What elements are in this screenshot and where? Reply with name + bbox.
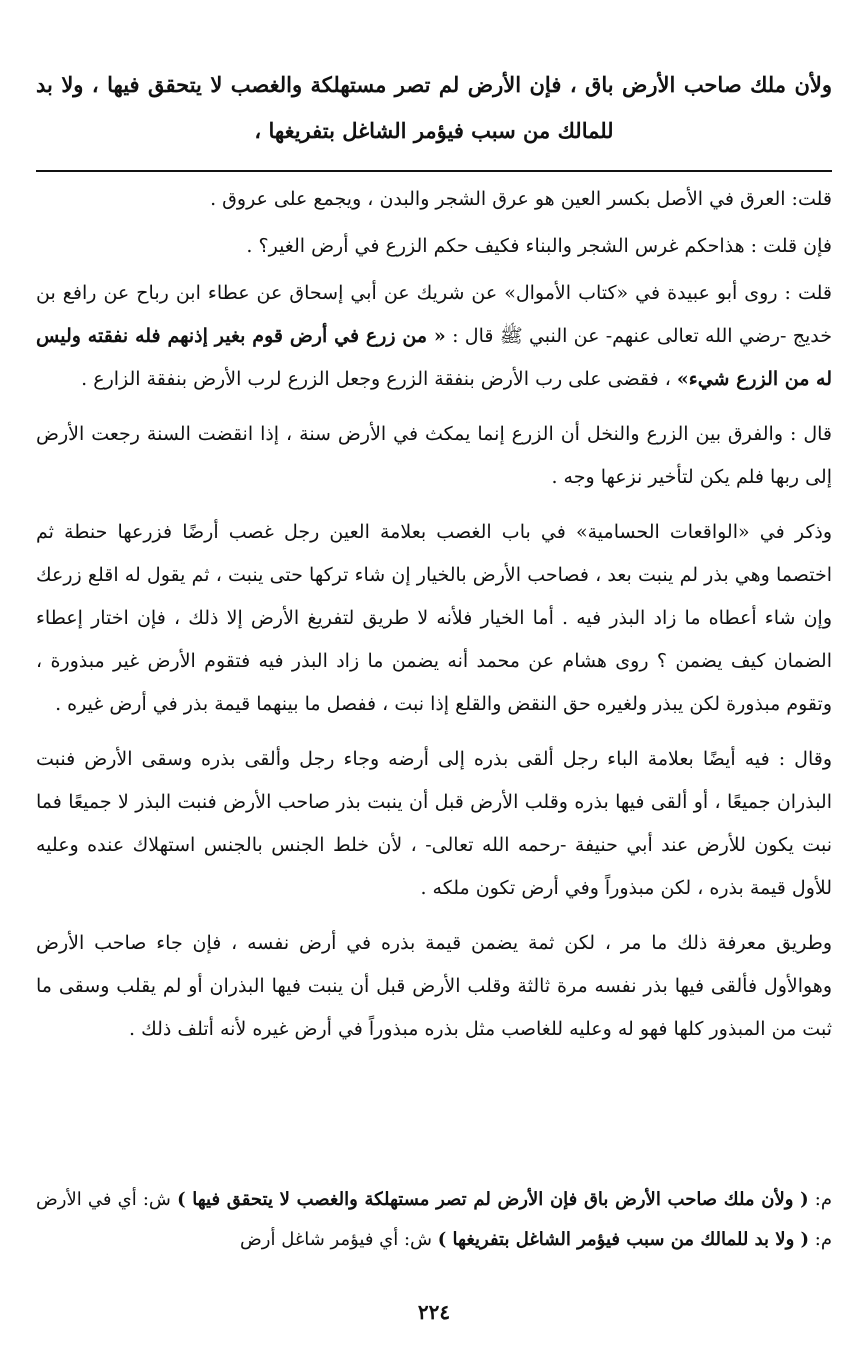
commentary-paragraph-3	[36, 272, 832, 401]
page-number: ٢٢٤	[417, 1300, 451, 1324]
commentary-paragraph-4: قال : والفرق بين الزرع والنخل أن الزرع إنما يمكث في الأرض سنة ، إذا انقضت السنة رجعت الأرض إلى ربها فلم يكن لتأخير نزعها وجه .	[36, 423, 832, 488]
matn-sharh-line	[36, 1180, 832, 1260]
matn-quote-1: ( ولأن ملك صاحب الأرض باق فإن الأرض لم تصر مستهلكة والغصب لا يتحقق فيها )	[177, 1189, 809, 1210]
paragraph-3-conclusion: ، فقضى على رب الأرض بنفقة الزرع وجعل الزرع لرب الأرض بنفقة الزارع .	[81, 368, 677, 390]
commentary-paragraph-1: قلت: العرق في الأصل بكسر العين هو عرق الشجر والبدن ، ويجمع على عروق .	[210, 188, 832, 210]
matn-marker-1: م:	[808, 1189, 832, 1210]
commentary-paragraph-7: وطريق معرفة ذلك ما مر ، لكن ثمة يضمن قيمة بذره في أرض نفسه ، فإن جاء صاحب الأرض وهوالأول فألقى فيها بذر نفسه مرة ثالثة وقلب الأرض قبل أن ينبت فيها البذران أو لم يقلب وسقى ما ثبت من المبذور كلها فهو له وعليه للغاصب مثل بذره مبذوراً في أرض غيره لأنه أتلف ذلك .	[36, 932, 832, 1040]
separator-rule	[36, 170, 832, 172]
sharh-text-2: ش: أي فيؤمر شاغل أرض	[240, 1229, 438, 1250]
sharh-text-1: ش: أي في الأرض م:	[36, 1189, 832, 1250]
commentary-paragraph-5: وذكر في «الواقعات الحسامية» في باب الغصب بعلامة العين رجل غصب أرضًا فزرعها حنطة ثم اختصما وهي بذر لم ينبت بعد ، فصاحب الأرض بالخيار إن شاء تركها حتى ينبت ، ثم يقول له اقلع زرعك وإن شاء أعطاه ما زاد البذر فيه . أما الخيار فلأنه لا طريق لتفريغ الأرض إلا ذلك ، فإن اختار إعطاء الضمان كيف يضمن ؟ روى هشام عن محمد أنه يضمن ما زاد البذر فيه فتقوم الأرض غير مبذورة ، وتقوم مبذورة لكن يبذر ولغيره حق النقض والقلع إذا نبت ، ففصل ما بينهما قيمة بذر في أرض غيره .	[36, 521, 832, 715]
matn-quote-2: ( ولا بد للمالك من سبب فيؤمر الشاغل بتفريغها )	[437, 1229, 810, 1250]
matn-text: ولأن ملك صاحب الأرض باق ، فإن الأرض لم تصر مستهلكة والغصب لا يتحقق فيها ، ولا بد للمالك من سبب فيؤمر الشاغل بتفريغها ،	[36, 72, 832, 143]
matn-sharh-block	[36, 1180, 832, 1260]
main-text-matn	[36, 62, 832, 154]
commentary-paragraph-6: وقال : فيه أيضًا بعلامة الباء رجل ألقى بذره إلى أرضه وجاء رجل وألقى بذره وسقى الأرض فنبت البذران جميعًا ، أو ألقى فيها بذره وقلب الأرض قبل أن ينبت بذر صاحب الأرض فنبت البذر لا جميعًا فما نبت يكون للأرض عند أبي حنيفة -رحمه الله تعالى- ، لأن خلط الجنس بالجنس استهلاك عنده وعليه للأول قيمة بذره ، لكن مبذوراً وفي أرض تكون ملكه .	[36, 748, 832, 899]
hadith-quote: « من زرع في أرض قوم بغير إذنهم فله نفقته وليس له من الزرع شيء»	[36, 325, 832, 390]
commentary-body	[36, 178, 832, 1063]
paragraph-3-intro: قلت : روى أبو عبيدة في «كتاب الأموال» عن شريك عن أبي إسحاق عن عطاء ابن رباح عن رافع بن خديج -رضي الله تعالى عنهم- عن النبي ﷺ قال :	[36, 282, 832, 347]
commentary-paragraph-2: فإن قلت : هذاحكم غرس الشجر والبناء فكيف حكم الزرع في أرض الغير؟ .	[246, 235, 832, 257]
